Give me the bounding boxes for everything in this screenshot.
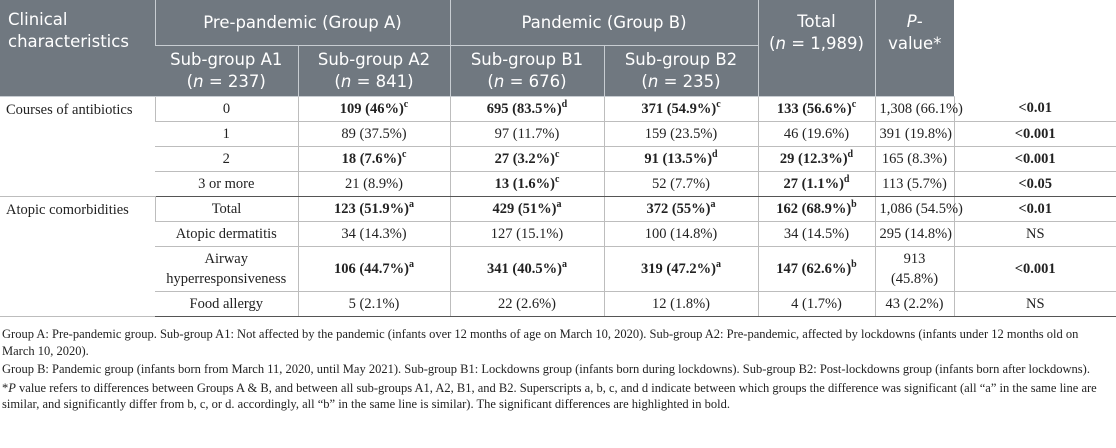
table-row: 2 18 $(7.6\%)^c$ 27 $(3.2\%)^c$ 91 $(13.5\%)^d$ 29 $(12.3\%)^d$ 165 (8.3%) <0.001 [0,147,1116,172]
table-row: Airway hyperresponsiveness 106 $(44.7\%)^a$ 341 $(40.5\%)^a$ 319 $(47.2\%)^a$ 147 $(62.6\%)^b$ 913 (45.8%) <0.001 [0,247,1116,292]
header-subgroup-a1: Sub-group A1 (n = 237) [155,46,298,97]
header-subgroup-b2: Sub-group B2 (n = 235) [604,46,758,97]
table-row: Food allergy 5 (2.1%) 22 (2.6%) 12 (1.8%) 4 (1.7%) 43 (2.2%) NS [0,292,1116,317]
table-row: 3 or more 21 (8.9%) 13 $(1.6\%)^c$ 52 (7.7%) 27 $(1.1\%)^d$ 113 (5.7%) <0.05 [0,172,1116,197]
table-row: Atopic dermatitis 34 (14.3%) 127 (15.1%) 100 (14.8%) 34 (14.5%) 295 (14.8%) NS [0,222,1116,247]
category-atopic: Atopic comorbidities [0,197,155,317]
header-group-b: Pandemic (Group B) [450,0,758,46]
header-subgroup-b1: Sub-group B1 (n = 676) [450,46,604,97]
header-clinical: Clinical characteristics [0,0,155,97]
table-footnotes [2,326,1114,415]
table-row: Atopic comorbidities Total 123 $(51.9\%)^a$ 429 $(51\%)^a$ 372 $(55\%)^a$ 162 $(68.9\%)^b$ 1,086 (54.5%) <0.01 [0,197,1116,222]
footnote-pvalue: *P value refers to differences between Groups A & B, and between all sub-groups A1, A2, B1, and B2. Superscripts a, b, c, and d indicate between which groups the difference was significant (all “a” in the same line are similar, and significantly differ from b, c, or d. accordingly, all “b” in the same line is similar). The significant differences are highlighted in bold. [2,380,1097,411]
footnote-group-a: Group A: Pre-pandemic group. Sub-group A1: Not affected by the pandemic (infants over 12 months of age on March 10, 2020). Sub-group A2: Pre-pandemic, affected by lockdowns (infants under 12 months old on March 10, 2020). [2,327,1079,358]
table-row: 1 89 (37.5%) 97 (11.7%) 159 (23.5%) 46 (19.6%) 391 (19.8%) <0.001 [0,122,1116,147]
category-antibiotics: Courses of antibiotics [0,97,155,197]
footnote-group-b: Group B: Pandemic group (infants born from March 11, 2020, until May 2021). Sub-group B1: Lockdowns group (infants born during lockdowns). Sub-group B2: Post-lockdowns group (infants born after lockdowns). [2,362,1090,376]
header-total: Total (n = 1,989) [758,0,875,97]
table-row: Courses of antibiotics 0 109 $(46\%)^c$ 695 $(83.5\%)^d$ 371 $(54.9\%)^c$ 133 $(56.6\%)^c$ 1,308 (66.1%) <0.01 [0,97,1116,122]
header-pvalue: P- value* [875,0,954,97]
header-group-a: Pre-pandemic (Group A) [155,0,450,46]
header-subgroup-a2: Sub-group A2 (n = 841) [298,46,450,97]
